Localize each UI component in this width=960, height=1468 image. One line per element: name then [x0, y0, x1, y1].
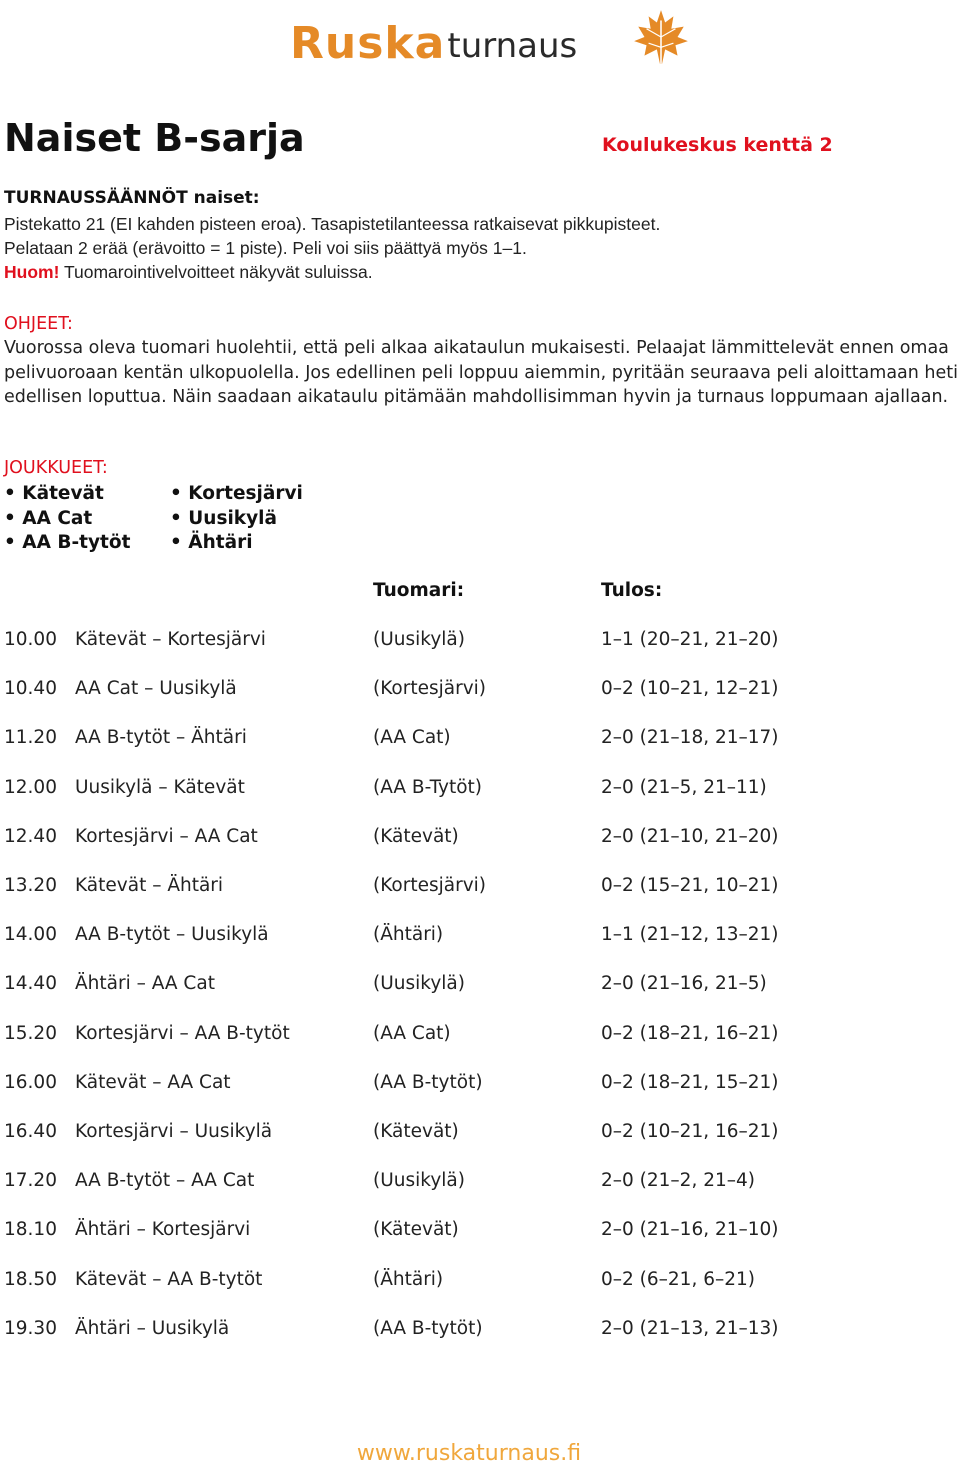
match-teams: Kätevät – AA Cat — [75, 1072, 231, 1093]
schedule-row — [0, 1023, 960, 1047]
match-teams: Kätevät – AA B-tytöt — [75, 1269, 263, 1290]
huom-label: Huom! — [4, 262, 60, 282]
match-time: 14.40 — [4, 973, 57, 994]
team-item: • Kätevät — [4, 483, 104, 504]
match-result: 0–2 (15–21, 10–21) — [601, 875, 779, 896]
match-referee: (AA Cat) — [373, 727, 451, 748]
schedule-row — [0, 629, 960, 653]
match-result: 0–2 (10–21, 16–21) — [601, 1121, 779, 1142]
match-referee: (Kätevät) — [373, 1121, 459, 1142]
schedule-row — [0, 924, 960, 948]
match-referee: (Kortesjärvi) — [373, 678, 487, 699]
venue-label: Koulukeskus kenttä 2 — [602, 134, 833, 156]
match-teams: Ähtäri – Kortesjärvi — [75, 1219, 251, 1240]
match-referee: (Uusikylä) — [373, 1170, 465, 1191]
schedule-row — [0, 1170, 960, 1194]
match-result: 2–0 (21–18, 21–17) — [601, 727, 779, 748]
schedule-row — [0, 1219, 960, 1243]
footer-url: www.ruskaturnaus.fi — [356, 1441, 582, 1466]
match-time: 12.40 — [4, 826, 57, 847]
schedule-row — [0, 727, 960, 751]
schedule-row — [0, 875, 960, 899]
team-item: • AA B-tytöt — [4, 532, 131, 553]
rules-line-1: Pistekatto 21 (EI kahden pisteen eroa). Tasapistetilanteessa ratkaisevat pikkupisteet. — [4, 214, 661, 234]
match-teams: AA B-tytöt – AA Cat — [75, 1170, 255, 1191]
team-item: • AA Cat — [4, 507, 93, 529]
schedule-row — [0, 973, 960, 997]
match-teams: Ähtäri – AA Cat — [75, 973, 215, 994]
match-referee: (Uusikylä) — [373, 973, 465, 994]
match-time: 12.00 — [4, 777, 57, 798]
team-item: • Ähtäri — [170, 532, 253, 553]
teams-column-1 — [4, 482, 130, 556]
schedule-row — [0, 1269, 960, 1293]
match-time: 10.40 — [4, 678, 57, 699]
match-result: 2–0 (21–10, 21–20) — [601, 826, 779, 847]
match-referee: (Ähtäri) — [373, 924, 444, 945]
schedule-row — [0, 826, 960, 850]
match-time: 19.30 — [4, 1318, 57, 1339]
rules-line-2: Pelataan 2 erää (erävoitto = 1 piste). Peli voi siis päättyä myös 1–1. — [4, 238, 527, 258]
team-item: • Uusikylä — [170, 507, 277, 529]
match-referee: (AA B-tytöt) — [373, 1318, 483, 1339]
match-teams: Kortesjärvi – Uusikylä — [75, 1121, 273, 1142]
match-time: 14.00 — [4, 924, 57, 945]
match-result: 2–0 (21–16, 21–10) — [601, 1219, 779, 1240]
match-result: 2–0 (21–16, 21–5) — [601, 973, 767, 994]
match-teams: AA B-tytöt – Uusikylä — [75, 924, 269, 945]
schedule-row — [0, 1072, 960, 1096]
match-teams: Kätevät – Ähtäri — [75, 875, 224, 896]
match-teams: Kortesjärvi – AA Cat — [75, 826, 258, 847]
match-result: 2–0 (21–5, 21–11) — [601, 777, 767, 798]
team-item: • Kortesjärvi — [170, 483, 303, 504]
logo-text-turnaus: turnaus — [447, 26, 578, 66]
match-result: 0–2 (10–21, 12–21) — [601, 678, 779, 699]
match-time: 13.20 — [4, 875, 57, 896]
match-referee: (Kätevät) — [373, 1219, 459, 1240]
logo-text-a: a — [414, 18, 446, 69]
match-result: 0–2 (18–21, 15–21) — [601, 1072, 779, 1093]
match-teams: Kätevät – Kortesjärvi — [75, 629, 266, 650]
match-time: 10.00 — [4, 629, 57, 650]
match-referee: (AA B-tytöt) — [373, 1072, 483, 1093]
logo-text-rusk: Rusk — [290, 18, 415, 69]
match-teams: Uusikylä – Kätevät — [75, 777, 245, 798]
match-result: 0–2 (18–21, 16–21) — [601, 1023, 779, 1044]
instructions-heading: OHJEET: — [4, 314, 73, 334]
match-time: 18.10 — [4, 1219, 57, 1240]
match-result: 2–0 (21–13, 21–13) — [601, 1318, 779, 1339]
match-time: 16.40 — [4, 1121, 57, 1142]
rules-heading: TURNAUSSÄÄNNÖT naiset: — [4, 188, 260, 208]
schedule-row — [0, 1121, 960, 1145]
match-referee: (AA B-Tytöt) — [373, 777, 483, 798]
match-result: 1–1 (20–21, 21–20) — [601, 629, 779, 650]
match-teams: AA B-tytöt – Ähtäri — [75, 727, 247, 748]
match-result: 2–0 (21–2, 21–4) — [601, 1170, 755, 1191]
logo — [290, 4, 578, 69]
rules-line-3 — [4, 260, 373, 284]
match-referee: (Kortesjärvi) — [373, 875, 487, 896]
maple-leaf-icon — [630, 6, 692, 68]
match-referee: (AA Cat) — [373, 1023, 451, 1044]
match-time: 15.20 — [4, 1023, 57, 1044]
match-referee: (Ähtäri) — [373, 1269, 444, 1290]
schedule-row — [0, 777, 960, 801]
match-time: 16.00 — [4, 1072, 57, 1093]
result-column-header: Tulos: — [601, 580, 663, 601]
referee-column-header: Tuomari: — [373, 580, 465, 601]
schedule-row — [0, 1318, 960, 1342]
match-referee: (Uusikylä) — [373, 629, 465, 650]
match-teams: AA Cat – Uusikylä — [75, 678, 237, 699]
teams-heading: JOUKKUEET: — [4, 458, 108, 478]
match-result: 1–1 (21–12, 13–21) — [601, 924, 779, 945]
teams-column-2 — [170, 482, 303, 556]
schedule-row — [0, 678, 960, 702]
match-time: 11.20 — [4, 727, 57, 748]
match-teams: Kortesjärvi – AA B-tytöt — [75, 1023, 290, 1044]
match-result: 0–2 (6–21, 6–21) — [601, 1269, 755, 1290]
page-title: Naiset B-sarja — [4, 116, 305, 160]
match-referee: (Kätevät) — [373, 826, 459, 847]
instructions-text: Vuorossa oleva tuomari huolehtii, että peli alkaa aikataulun mukaisesti. Pelaajat lämmittelevät ennen omaa pelivuoroaan kentän ulkopuolella. Jos edellinen peli loppuu aiemmin, pyritään seuraava peli aloittamaan heti edellisen loputtua. Näin saadaan aikataulu pitämään mahdollisimman hyvin ja turnaus loppumaan ajallaan. — [4, 338, 959, 407]
rules-line-3-text: Tuomarointivelvoitteet näkyvät suluissa. — [59, 262, 373, 282]
match-teams: Ähtäri – Uusikylä — [75, 1318, 230, 1339]
match-time: 17.20 — [4, 1170, 57, 1191]
match-time: 18.50 — [4, 1269, 57, 1290]
